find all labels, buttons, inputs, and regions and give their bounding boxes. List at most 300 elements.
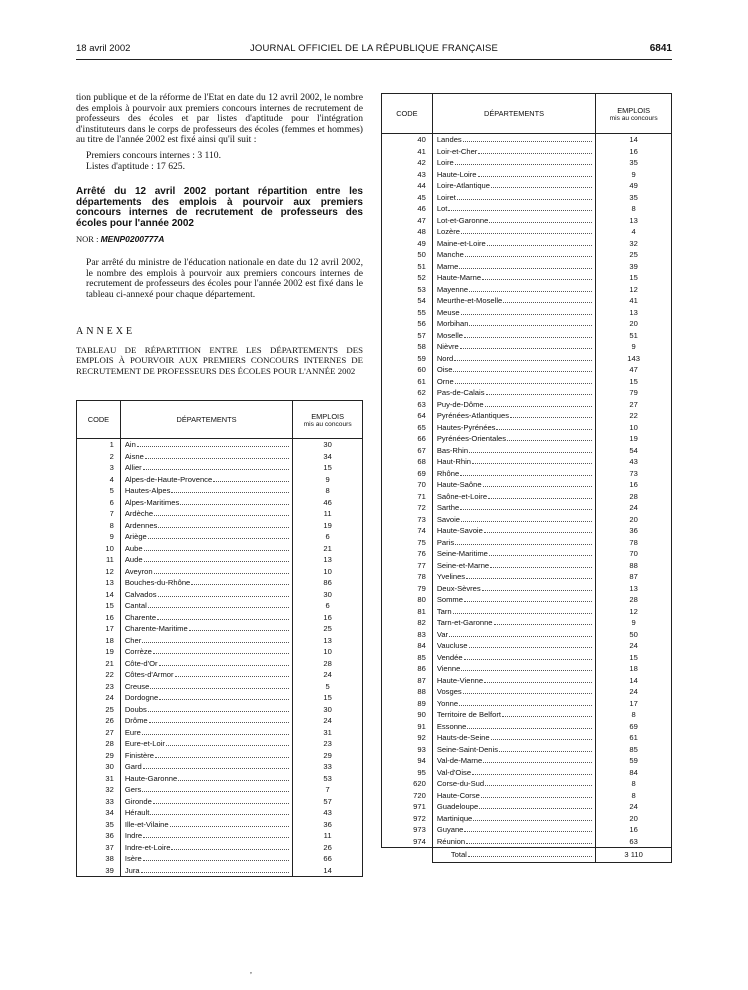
row-code: 1 xyxy=(77,439,121,451)
table-row xyxy=(382,341,672,353)
row-department-name: Haute-Loire xyxy=(436,169,477,179)
row-code: 41 xyxy=(382,146,433,158)
dot-leader xyxy=(491,733,593,740)
table-row xyxy=(382,203,672,215)
row-value: 30 xyxy=(293,589,363,601)
row-department-name: Haute-Garonne xyxy=(124,773,178,783)
row-department-name: Saône-et-Loire xyxy=(436,491,488,501)
table-row xyxy=(382,307,672,319)
table-row xyxy=(382,353,672,365)
header-code: CODE xyxy=(77,401,121,439)
row-code: 15 xyxy=(77,600,121,612)
row-code: 77 xyxy=(382,560,433,572)
row-value: 19 xyxy=(596,433,672,445)
dot-leader xyxy=(157,613,289,620)
row-value: 29 xyxy=(293,750,363,762)
row-department xyxy=(432,755,595,767)
row-department-name: Vosges xyxy=(436,687,462,696)
dot-leader xyxy=(460,503,592,510)
row-department-name: Dordogne xyxy=(124,693,159,702)
dot-leader xyxy=(490,561,592,568)
row-department xyxy=(432,537,595,549)
row-value: 36 xyxy=(596,525,672,537)
row-department xyxy=(432,284,595,296)
dot-leader xyxy=(175,670,290,677)
row-department xyxy=(120,612,292,624)
row-department-name: Val-de-Marne xyxy=(436,756,483,765)
row-department-name: Charente-Maritime xyxy=(124,624,188,633)
row-value: 14 xyxy=(596,134,672,146)
row-department xyxy=(120,738,292,750)
row-code: 62 xyxy=(382,387,433,399)
header-emplois-sub: mis au concours xyxy=(609,114,658,122)
row-code: 33 xyxy=(77,796,121,808)
row-department xyxy=(432,445,595,457)
row-department-name: Corrèze xyxy=(124,647,152,656)
row-department xyxy=(120,773,292,785)
row-value: 9 xyxy=(596,617,672,629)
row-department xyxy=(432,594,595,606)
row-department xyxy=(432,157,595,169)
row-department-name: Gers xyxy=(124,785,142,794)
row-value: 61 xyxy=(596,732,672,744)
row-department-name: Hauts-de-Seine xyxy=(436,733,490,742)
row-department-name: Guyane xyxy=(436,825,464,834)
row-code: 69 xyxy=(382,468,433,480)
row-department-name: Côtes-d'Armor xyxy=(124,670,174,679)
row-department xyxy=(120,715,292,727)
dot-leader xyxy=(455,377,593,384)
row-code: 76 xyxy=(382,548,433,560)
row-code: 95 xyxy=(382,767,433,779)
row-department-name: Jura xyxy=(124,865,140,875)
row-value: 10 xyxy=(293,566,363,578)
dot-leader xyxy=(457,193,592,200)
table-row xyxy=(382,767,672,779)
row-code: 11 xyxy=(77,554,121,566)
row-code: 58 xyxy=(382,341,433,353)
row-department xyxy=(120,819,292,831)
row-code: 61 xyxy=(382,376,433,388)
table-row xyxy=(382,548,672,560)
dot-leader xyxy=(154,509,289,516)
row-value: 59 xyxy=(596,755,672,767)
table-row xyxy=(382,537,672,549)
header-emplois xyxy=(293,401,363,439)
table-row xyxy=(77,853,363,865)
header-emplois-label: EMPLOIS xyxy=(311,411,345,421)
table-row xyxy=(382,698,672,710)
row-value: 28 xyxy=(293,658,363,670)
row-department-name: Ardèche xyxy=(124,509,154,518)
table-row xyxy=(77,543,363,555)
row-department xyxy=(120,520,292,532)
row-value: 24 xyxy=(293,669,363,681)
row-value: 63 xyxy=(596,836,672,848)
table-row xyxy=(382,134,672,146)
row-code: 27 xyxy=(77,727,121,739)
dot-leader xyxy=(483,756,592,763)
dot-leader xyxy=(178,774,289,781)
row-department xyxy=(120,727,292,739)
table-row xyxy=(382,433,672,445)
dot-leader xyxy=(453,607,593,614)
table-row xyxy=(77,612,363,624)
row-department xyxy=(432,226,595,238)
table-row xyxy=(77,451,363,463)
row-code: 16 xyxy=(77,612,121,624)
row-code: 66 xyxy=(382,433,433,445)
dot-leader xyxy=(142,636,289,643)
row-department xyxy=(432,249,595,261)
row-value: 13 xyxy=(596,583,672,595)
table-row xyxy=(77,750,363,762)
dot-leader xyxy=(484,676,592,683)
row-value: 79 xyxy=(596,387,672,399)
quota-concours: Premiers concours internes : 3 110. xyxy=(86,149,221,161)
row-code: 18 xyxy=(77,635,121,647)
table-row xyxy=(382,456,672,468)
dot-leader xyxy=(468,850,592,857)
row-code: 21 xyxy=(77,658,121,670)
dot-leader xyxy=(481,791,592,798)
row-department-name: Haute-Savoie xyxy=(436,526,483,535)
row-value: 85 xyxy=(596,744,672,756)
table-row xyxy=(77,462,363,474)
row-code: 971 xyxy=(382,801,433,813)
row-value: 24 xyxy=(293,715,363,727)
row-department xyxy=(432,790,595,802)
row-department-name: Haute-Vienne xyxy=(436,675,484,685)
row-value: 15 xyxy=(293,692,363,704)
row-department xyxy=(120,865,292,877)
row-department-name: Corse-du-Sud xyxy=(436,779,485,788)
table-row xyxy=(382,583,672,595)
table-row xyxy=(382,502,672,514)
table-row xyxy=(77,531,363,543)
row-department-name: Manche xyxy=(436,250,464,259)
row-department xyxy=(120,566,292,578)
dot-leader xyxy=(499,745,592,752)
dot-leader xyxy=(148,705,289,712)
row-department xyxy=(432,203,595,215)
row-value: 24 xyxy=(596,686,672,698)
dot-leader xyxy=(465,250,592,257)
row-value: 25 xyxy=(293,623,363,635)
nor-label: NOR : xyxy=(76,233,99,244)
row-department-name: Côte-d'Or xyxy=(124,658,158,668)
row-code: 50 xyxy=(382,249,433,261)
dot-leader xyxy=(143,854,290,861)
row-code: 26 xyxy=(77,715,121,727)
row-value: 6 xyxy=(293,600,363,612)
dot-leader xyxy=(191,578,289,585)
row-code: 57 xyxy=(382,330,433,342)
row-value: 54 xyxy=(596,445,672,457)
row-department xyxy=(432,410,595,422)
row-value: 31 xyxy=(293,727,363,739)
row-value: 49 xyxy=(596,180,672,192)
row-department-name: Haute-Corse xyxy=(436,790,480,800)
dot-leader xyxy=(473,814,592,821)
row-department-name: Val-d'Oise xyxy=(436,767,472,777)
row-department xyxy=(432,353,595,365)
dot-leader xyxy=(150,808,289,815)
dot-leader xyxy=(483,480,593,487)
row-department xyxy=(432,813,595,825)
row-code: 10 xyxy=(77,543,121,555)
row-value: 15 xyxy=(596,652,672,664)
row-department xyxy=(432,652,595,664)
row-code: 44 xyxy=(382,180,433,192)
row-department-name: Ille-et-Vilaine xyxy=(124,819,169,829)
row-department-name: Alpes-Maritimes xyxy=(124,497,180,507)
dot-leader xyxy=(158,590,290,597)
row-code: 22 xyxy=(77,669,121,681)
row-department xyxy=(432,169,595,181)
dot-leader xyxy=(496,423,592,430)
row-department-name: Essonne xyxy=(436,721,467,731)
table-row xyxy=(77,589,363,601)
dot-leader xyxy=(448,204,592,211)
dot-leader xyxy=(491,181,592,188)
row-department-name: Ardennes xyxy=(124,520,158,530)
row-department xyxy=(120,600,292,612)
row-value: 53 xyxy=(293,773,363,785)
row-code: 34 xyxy=(77,807,121,819)
table-row xyxy=(382,514,672,526)
total-label-cell xyxy=(432,848,595,863)
departments-table-right xyxy=(381,93,672,863)
table-row xyxy=(382,295,672,307)
dot-leader xyxy=(478,170,593,177)
row-code: 89 xyxy=(382,698,433,710)
row-value: 41 xyxy=(596,295,672,307)
row-department-name: Ariège xyxy=(124,532,147,541)
table-row xyxy=(382,675,672,687)
dot-leader xyxy=(464,825,592,832)
row-value: 22 xyxy=(596,410,672,422)
row-department xyxy=(120,531,292,543)
row-department xyxy=(120,451,292,463)
row-value: 87 xyxy=(596,571,672,583)
table-row xyxy=(382,272,672,284)
row-department xyxy=(120,589,292,601)
dot-leader xyxy=(503,296,592,303)
row-value: 15 xyxy=(596,376,672,388)
dot-leader xyxy=(148,532,289,539)
row-value: 27 xyxy=(596,399,672,411)
row-department xyxy=(432,272,595,284)
row-department-name: Lozère xyxy=(436,227,461,236)
total-row xyxy=(382,848,672,863)
row-code: 60 xyxy=(382,364,433,376)
dot-leader xyxy=(469,446,592,453)
row-department xyxy=(432,721,595,733)
row-value: 15 xyxy=(596,272,672,284)
row-department xyxy=(120,485,292,497)
row-department xyxy=(120,692,292,704)
table-row xyxy=(382,491,672,503)
row-code: 90 xyxy=(382,709,433,721)
row-code: 70 xyxy=(382,479,433,491)
row-department-name: Charente xyxy=(124,612,157,622)
row-code: 65 xyxy=(382,422,433,434)
dot-leader xyxy=(166,739,289,746)
row-code: 91 xyxy=(382,721,433,733)
row-department-name: Loiret xyxy=(436,192,456,202)
row-department-name: Isère xyxy=(124,854,142,863)
row-department xyxy=(432,824,595,836)
row-value: 34 xyxy=(293,451,363,463)
dot-leader xyxy=(145,452,289,459)
row-value: 11 xyxy=(293,508,363,520)
row-code: 84 xyxy=(382,640,433,652)
row-value: 47 xyxy=(596,364,672,376)
table-row xyxy=(382,525,672,537)
row-department xyxy=(432,456,595,468)
dot-leader xyxy=(158,521,289,528)
table-row xyxy=(77,842,363,854)
dot-leader xyxy=(479,802,592,809)
row-department xyxy=(432,801,595,813)
row-value: 16 xyxy=(596,146,672,158)
row-value: 36 xyxy=(293,819,363,831)
table-row xyxy=(382,778,672,790)
total-empty-cell xyxy=(382,848,433,863)
row-value: 20 xyxy=(596,514,672,526)
row-department xyxy=(120,842,292,854)
table-row xyxy=(77,474,363,486)
row-value: 24 xyxy=(596,801,672,813)
row-department-name: Pyrénées-Atlantiques xyxy=(436,411,509,420)
row-code: 78 xyxy=(382,571,433,583)
row-code: 31 xyxy=(77,773,121,785)
annexe-table-title: TABLEAU DE RÉPARTITION ENTRE LES DÉPARTEMENTS DES EMPLOIS À POURVOIR AUX PREMIERS CONCOURS INTERNES DE RECRUTEMENT DE PROFESSEURS DES ÉCOLES POUR L'ANNÉE 2002 xyxy=(76,345,363,376)
quota-listes: Listes d'aptitude : 17 625. xyxy=(86,160,185,172)
dot-leader xyxy=(486,388,593,395)
table-row xyxy=(77,692,363,704)
row-department xyxy=(120,784,292,796)
nor-line xyxy=(76,234,363,245)
row-department-name: Eure-et-Loir xyxy=(124,739,165,748)
row-department xyxy=(432,479,595,491)
dot-leader xyxy=(487,239,592,246)
row-department-name: Ain xyxy=(124,440,136,449)
row-value: 9 xyxy=(596,169,672,181)
row-code: 47 xyxy=(382,215,433,227)
total-label: Total xyxy=(450,850,467,859)
table-row xyxy=(382,422,672,434)
row-code: 7 xyxy=(77,508,121,520)
row-department xyxy=(432,514,595,526)
table-row xyxy=(382,215,672,227)
row-department xyxy=(432,732,595,744)
row-value: 57 xyxy=(293,796,363,808)
row-code: 32 xyxy=(77,784,121,796)
dot-leader xyxy=(466,572,592,579)
row-department xyxy=(432,215,595,227)
row-code: 974 xyxy=(382,836,433,848)
row-code: 81 xyxy=(382,606,433,618)
row-department xyxy=(432,261,595,273)
table-row xyxy=(382,824,672,836)
row-department-name: Territoire de Belfort xyxy=(436,710,501,719)
dot-leader xyxy=(455,158,593,165)
row-code: 54 xyxy=(382,295,433,307)
row-value: 51 xyxy=(596,330,672,342)
row-department xyxy=(120,439,292,451)
header-code: CODE xyxy=(382,94,433,134)
dot-leader xyxy=(464,331,592,338)
row-department-name: Lot-et-Garonne xyxy=(436,215,489,225)
row-department xyxy=(120,577,292,589)
row-code: 49 xyxy=(382,238,433,250)
row-code: 51 xyxy=(382,261,433,273)
dot-leader xyxy=(478,147,592,154)
row-department-name: Loire-Atlantique xyxy=(436,181,491,190)
row-department-name: Paris xyxy=(436,537,455,547)
table-row xyxy=(77,773,363,785)
row-department xyxy=(432,433,595,445)
table-row xyxy=(382,387,672,399)
row-code: 48 xyxy=(382,226,433,238)
row-department-name: Creuse xyxy=(124,681,150,691)
dot-leader xyxy=(464,595,592,602)
departments-table-left xyxy=(76,400,363,877)
row-code: 24 xyxy=(77,692,121,704)
row-value: 26 xyxy=(293,842,363,854)
row-department-name: Calvados xyxy=(124,589,157,599)
row-value: 35 xyxy=(596,192,672,204)
row-department xyxy=(120,853,292,865)
row-department xyxy=(432,617,595,629)
table-row xyxy=(77,600,363,612)
header-date: 18 avril 2002 xyxy=(76,43,131,54)
row-value: 10 xyxy=(596,422,672,434)
row-department xyxy=(432,387,595,399)
row-code: 12 xyxy=(77,566,121,578)
table-row xyxy=(77,520,363,532)
dot-leader xyxy=(159,659,290,666)
dot-leader xyxy=(153,797,289,804)
table-row xyxy=(382,399,672,411)
dot-leader xyxy=(469,641,593,648)
row-value: 17 xyxy=(596,698,672,710)
row-department-name: Lot xyxy=(436,204,448,213)
dot-leader xyxy=(213,475,289,482)
row-value: 28 xyxy=(596,594,672,606)
row-code: 37 xyxy=(77,842,121,854)
row-value: 16 xyxy=(293,612,363,624)
row-department xyxy=(120,646,292,658)
row-value: 4 xyxy=(596,226,672,238)
row-value: 7 xyxy=(293,784,363,796)
row-value: 9 xyxy=(596,341,672,353)
dot-leader xyxy=(142,785,289,792)
row-code: 30 xyxy=(77,761,121,773)
table-row xyxy=(382,261,672,273)
dot-leader xyxy=(464,653,593,660)
row-department-name: Vienne xyxy=(436,664,461,673)
row-department-name: Aisne xyxy=(124,451,144,461)
dot-leader xyxy=(155,751,289,758)
row-value: 13 xyxy=(293,554,363,566)
row-department xyxy=(432,548,595,560)
table-row xyxy=(382,594,672,606)
table-row xyxy=(382,721,672,733)
row-value: 32 xyxy=(596,238,672,250)
